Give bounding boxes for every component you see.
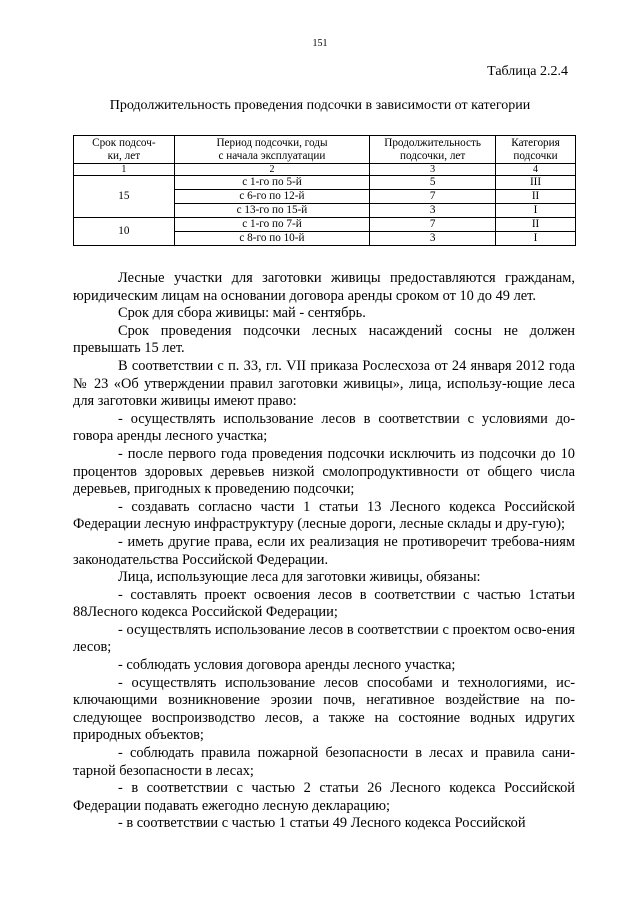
paragraph: Лица, использующие леса для заготовки живицы, обязаны: [118, 569, 481, 586]
column-number: 1 [74, 164, 175, 176]
duration-cell: 3 [370, 232, 496, 246]
period-cell: с 13-го по 15-й [174, 204, 369, 218]
duration-cell: 5 [370, 176, 496, 190]
header-term-line: Срок подсоч- [92, 136, 156, 149]
duration-cell: 7 [370, 218, 496, 232]
paragraph: - осуществлять использование лесов способами и технологиями, ис-ключающими возникновение эрозии почв, негативное воздействие на по-следующее воспроизводство лесов, а также на состояние водных идругих природных объектов; [73, 674, 575, 744]
paragraph: - в соответствии с частью 1 статьи 49 Лесного кодекса Российской [118, 815, 526, 832]
table-header-row [74, 136, 576, 164]
column-number: 2 [174, 164, 369, 176]
term-cell: 10 [74, 218, 175, 246]
header-term-line: ки, лет [107, 149, 141, 162]
period-cell: с 8-го по 10-й [174, 232, 369, 246]
table-label: Таблица 2.2.4 [487, 64, 568, 79]
period-cell: с 6-го по 12-й [174, 190, 369, 204]
category-cell: II [496, 190, 576, 204]
duration-cell: 3 [370, 204, 496, 218]
paragraph: - в соответствии с частью 2 статьи 26 Лесного кодекса Российской Федерации подавать ежегодно лесную декларацию; [73, 780, 575, 814]
paragraph: - соблюдать условия договора аренды лесного участка; [118, 657, 456, 674]
table-title: Продолжительность проведения подсочки в зависимости от категории [109, 98, 531, 113]
header-period-line: Период подсочки, годы [216, 136, 328, 149]
paragraph: Лесные участки для заготовки живицы предоставляются гражданам, юридическим лицам на основании договора аренды сроком от 10 до 49 лет. [73, 270, 575, 304]
column-number: 4 [496, 164, 576, 176]
header-period [174, 136, 369, 164]
header-category-line: Категория [511, 136, 560, 149]
header-duration-line: подсочки, лет [399, 149, 466, 162]
tapping-duration-table [73, 135, 576, 246]
paragraph: - осуществлять использование лесов в соответствии с условиями до-говора аренды лесного участка; [73, 410, 575, 445]
term-cell: 15 [74, 176, 175, 218]
table-row [74, 218, 576, 232]
paragraph: - составлять проект освоения лесов в соответствии с частью 1статьи 88Лесного кодекса Российской Федерации; [73, 586, 575, 621]
header-period-line: с начала эксплуатации [218, 149, 326, 162]
category-cell: III [496, 176, 576, 190]
period-cell: с 1-го по 7-й [174, 218, 369, 232]
category-cell: I [496, 232, 576, 246]
category-cell: I [496, 204, 576, 218]
body-text [73, 270, 575, 833]
paragraph: Срок проведения подсочки лесных насаждений сосны не должен превышать 15 лет. [73, 322, 575, 357]
paragraph: - осуществлять использование лесов в соответствии с проектом осво-ения лесов; [73, 621, 575, 656]
header-category-line: подсочки [513, 149, 558, 162]
column-number: 3 [370, 164, 496, 176]
paragraph: - иметь другие права, если их реализация не противоречит требова-ниям законодательства Российской Федерации. [73, 533, 575, 568]
paragraph: - после первого года проведения подсочки исключить из подсочки до 10 процентов здоровых деревьев низкой смолопродуктивности от общего числа деревьев, пригодных к проведению подсочки; [73, 445, 575, 498]
paragraph: - соблюдать правила пожарной безопасности в лесах и правила сани-тарной безопасности в лесах; [73, 745, 575, 779]
period-cell: с 1-го по 5-й [174, 176, 369, 190]
paragraph: Срок для сбора живицы: май - сентябрь. [118, 305, 366, 322]
header-category [496, 136, 576, 164]
page-number: 151 [312, 38, 328, 49]
paragraph: - создавать согласно части 1 статьи 13 Лесного кодекса Российской Федерации лесную инфраструктуру (лесные дороги, лесные склады и дру-гую); [73, 498, 575, 533]
header-duration-line: Продолжительность [384, 136, 481, 149]
column-number-row [74, 164, 576, 176]
header-duration [370, 136, 496, 164]
duration-cell: 7 [370, 190, 496, 204]
table-row [74, 176, 576, 190]
header-term [74, 136, 175, 164]
category-cell: II [496, 218, 576, 232]
paragraph: В соответствии с п. 33, гл. VII приказа Рослесхоза от 24 января 2012 года № 23 «Об утверждении правил заготовки живицы», лица, использу-ющие леса для заготовки живицы имеют право: [73, 357, 575, 410]
